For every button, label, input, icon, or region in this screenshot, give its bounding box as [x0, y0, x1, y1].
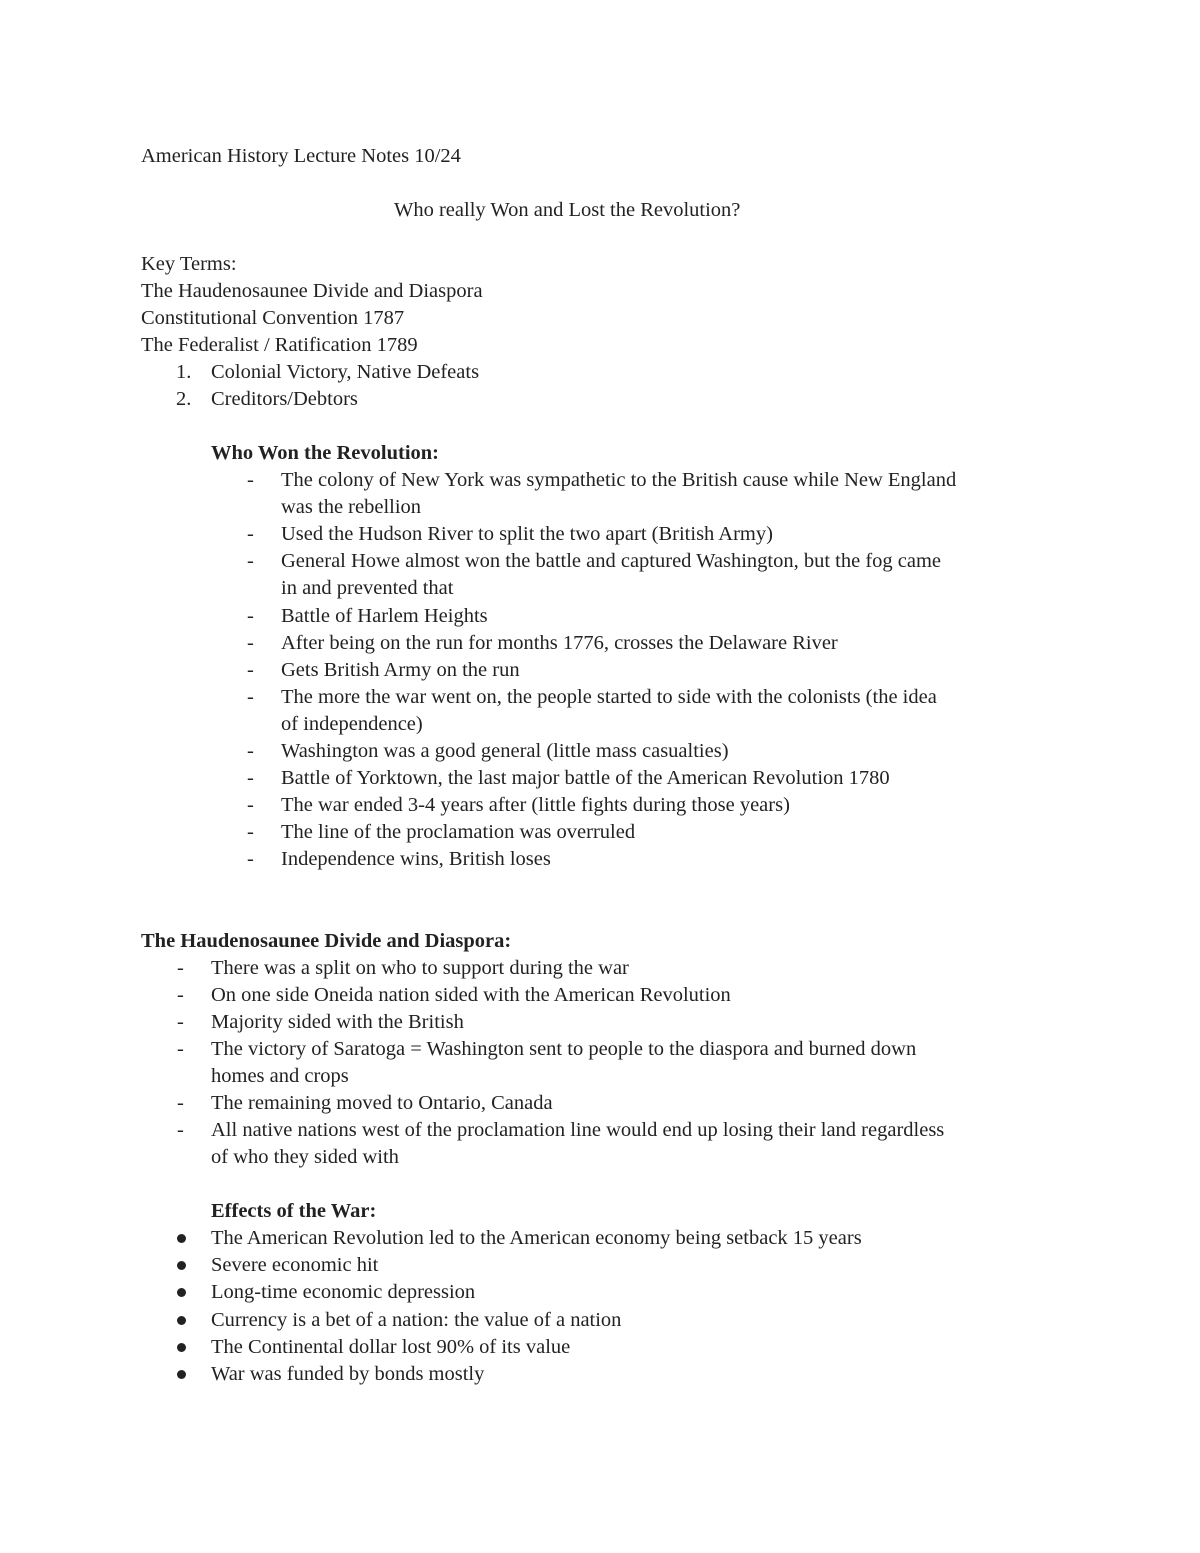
key-terms-label: Key Terms:	[141, 253, 237, 275]
dash-marker: -	[177, 1092, 184, 1114]
document-title: Who really Won and Lost the Revolution?	[394, 199, 741, 221]
dash-marker: -	[177, 957, 184, 979]
bullet-text: in and prevented that	[281, 577, 454, 600]
bullet-text: The American Revolution led to the American economy being setback 15 years	[211, 1227, 862, 1249]
bullet-text: The colony of New York was sympathetic to the British cause while New England	[281, 469, 957, 491]
bullet-text: Used the Hudson River to split the two apart (British Army)	[281, 523, 773, 546]
dash-marker: -	[247, 740, 254, 762]
dash-marker: -	[247, 631, 254, 654]
bullet-text: Battle of Yorktown, the last major battle of the American Revolution 1780	[281, 767, 890, 790]
bullet-text: On one side Oneida nation sided with the American Revolution	[211, 984, 731, 1006]
dash-marker: -	[247, 821, 254, 844]
bullet-text: War was funded by bonds mostly	[211, 1363, 485, 1385]
haudenosaunee-heading: The Haudenosaunee Divide and Diaspora:	[141, 930, 512, 952]
numbered-item: Colonial Victory, Native Defeats	[211, 361, 480, 383]
dash-marker: -	[247, 767, 254, 790]
bullet-text: of who they sided with	[211, 1146, 399, 1168]
bullet-dot-icon	[177, 1288, 186, 1297]
bullet-dot-icon	[177, 1316, 186, 1325]
bullet-text: General Howe almost won the battle and captured Washington, but the fog came	[281, 550, 942, 573]
dash-marker: -	[247, 848, 254, 871]
who-won-heading: Who Won the Revolution:	[211, 442, 440, 464]
dash-marker: -	[177, 1119, 184, 1141]
list-number: 2.	[176, 388, 192, 410]
key-term-item: The Haudenosaunee Divide and Diaspora	[141, 280, 483, 302]
dash-marker: -	[177, 1011, 184, 1033]
bullet-dot-icon	[177, 1370, 186, 1379]
dash-marker: -	[247, 794, 254, 817]
bullet-text: homes and crops	[211, 1065, 349, 1087]
bullet-dot-icon	[177, 1261, 186, 1270]
bullet-text: Currency is a bet of a nation: the value of a nation	[211, 1308, 622, 1331]
bullet-text: All native nations west of the proclamation line would end up losing their land regardless	[211, 1119, 945, 1141]
dash-marker: -	[247, 658, 254, 681]
bullet-text: Long-time economic depression	[211, 1281, 476, 1304]
document-header: American History Lecture Notes 10/24	[141, 145, 461, 167]
bullet-text: of independence)	[281, 712, 423, 735]
dash-marker: -	[247, 550, 254, 573]
bullet-text: The remaining moved to Ontario, Canada	[211, 1092, 553, 1114]
key-term-item: The Federalist / Ratification 1789	[141, 334, 418, 356]
bullet-text: The war ended 3-4 years after (little fights during those years)	[281, 794, 790, 817]
bullet-text: was the rebellion	[281, 496, 422, 519]
key-term-item: Constitutional Convention 1787	[141, 307, 405, 329]
dash-marker: -	[247, 469, 254, 491]
bullet-text: After being on the run for months 1776, crosses the Delaware River	[281, 631, 838, 654]
bullet-text: Severe economic hit	[211, 1254, 379, 1277]
dash-marker: -	[247, 604, 254, 627]
dash-marker: -	[247, 523, 254, 546]
list-number: 1.	[176, 361, 192, 383]
bullet-text: The victory of Saratoga = Washington sent to people to the diaspora and burned down	[211, 1038, 917, 1060]
bullet-dot-icon	[177, 1343, 186, 1352]
bullet-text: The more the war went on, the people started to side with the colonists (the idea	[281, 685, 937, 708]
bullet-text: Gets British Army on the run	[281, 658, 520, 681]
bullet-text: The Continental dollar lost 90% of its value	[211, 1335, 571, 1358]
dash-marker: -	[177, 1038, 184, 1060]
effects-heading: Effects of the War:	[211, 1200, 377, 1222]
bullet-text: Washington was a good general (little mass casualties)	[281, 740, 729, 762]
bullet-text: Independence wins, British loses	[281, 848, 551, 871]
bullet-text: The line of the proclamation was overruled	[281, 821, 636, 844]
numbered-item: Creditors/Debtors	[211, 388, 358, 410]
bullet-dot-icon	[177, 1234, 186, 1243]
bullet-text: Majority sided with the British	[211, 1011, 464, 1033]
bullet-text: Battle of Harlem Heights	[281, 604, 488, 627]
dash-marker: -	[247, 685, 254, 708]
bullet-text: There was a split on who to support during the war	[211, 957, 629, 979]
dash-marker: -	[177, 984, 184, 1006]
